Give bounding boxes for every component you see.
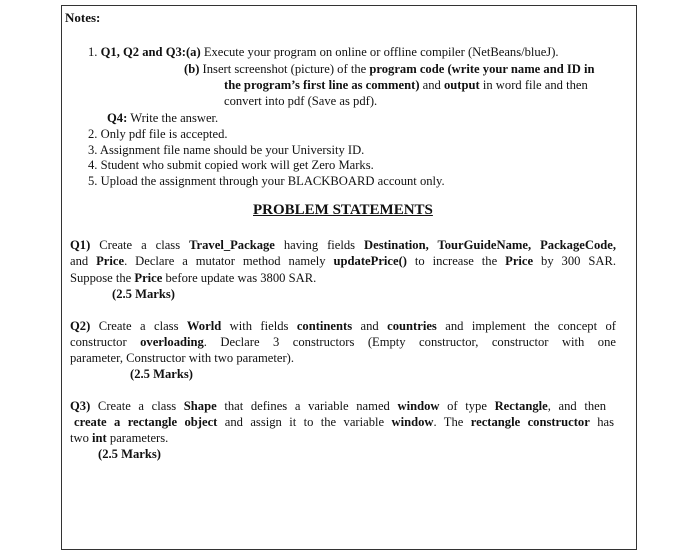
problem-statements-title: PROBLEM STATEMENTS	[253, 202, 433, 218]
note-2: 2. Only pdf file is accepted.	[88, 127, 228, 141]
q1-line2: and Price. Declare a mutator method namely updatePrice() to increase the Price by 300 SAR.	[70, 254, 616, 268]
q1-line3: Suppose the Price before update was 3800 SAR.	[70, 271, 317, 285]
q1-marks: (2.5 Marks)	[112, 287, 175, 301]
note-3: 3. Assignment file name should be your University ID.	[88, 143, 365, 157]
q2-line2: constructor overloading. Declare 3 constructors (Empty constructor, constructor with one	[70, 335, 616, 349]
q2-line3: parameter, Constructor with two parameter).	[70, 351, 295, 365]
note-1b-line3: convert into pdf (Save as pdf).	[224, 94, 378, 108]
note-1b-line2: the program’s first line as comment) and output in word file and then	[224, 78, 588, 92]
note-1b: (b) Insert screenshot (picture) of the program code (write your name and ID in	[184, 62, 595, 76]
q3-marks: (2.5 Marks)	[98, 447, 161, 461]
note-4: 4. Student who submit copied work will get Zero Marks.	[88, 158, 374, 172]
q3-line3: two int parameters.	[70, 431, 169, 445]
q3-line2: create a rectangle object and assign it to the variable window. The rectangle constructor has	[74, 415, 615, 429]
q3-line1: Q3) Create a class Shape that defines a variable named window of type Rectangle, and then	[70, 399, 607, 413]
q2-marks: (2.5 Marks)	[130, 367, 193, 381]
q2-line1: Q2) Create a class World with fields continents and countries and implement the concept of	[70, 319, 616, 333]
q1-line1: Q1) Create a class Travel_Package having fields Destination, TourGuideName, PackageCode,	[70, 238, 616, 252]
notes-heading: Notes:	[65, 10, 101, 25]
note-q4: Q4: Write the answer.	[107, 111, 219, 125]
note-1: 1. Q1, Q2 and Q3:(a) Execute your program on online or offline compiler (NetBeans/blueJ).	[88, 45, 559, 59]
note-5: 5. Upload the assignment through your BLACKBOARD account only.	[88, 174, 445, 188]
